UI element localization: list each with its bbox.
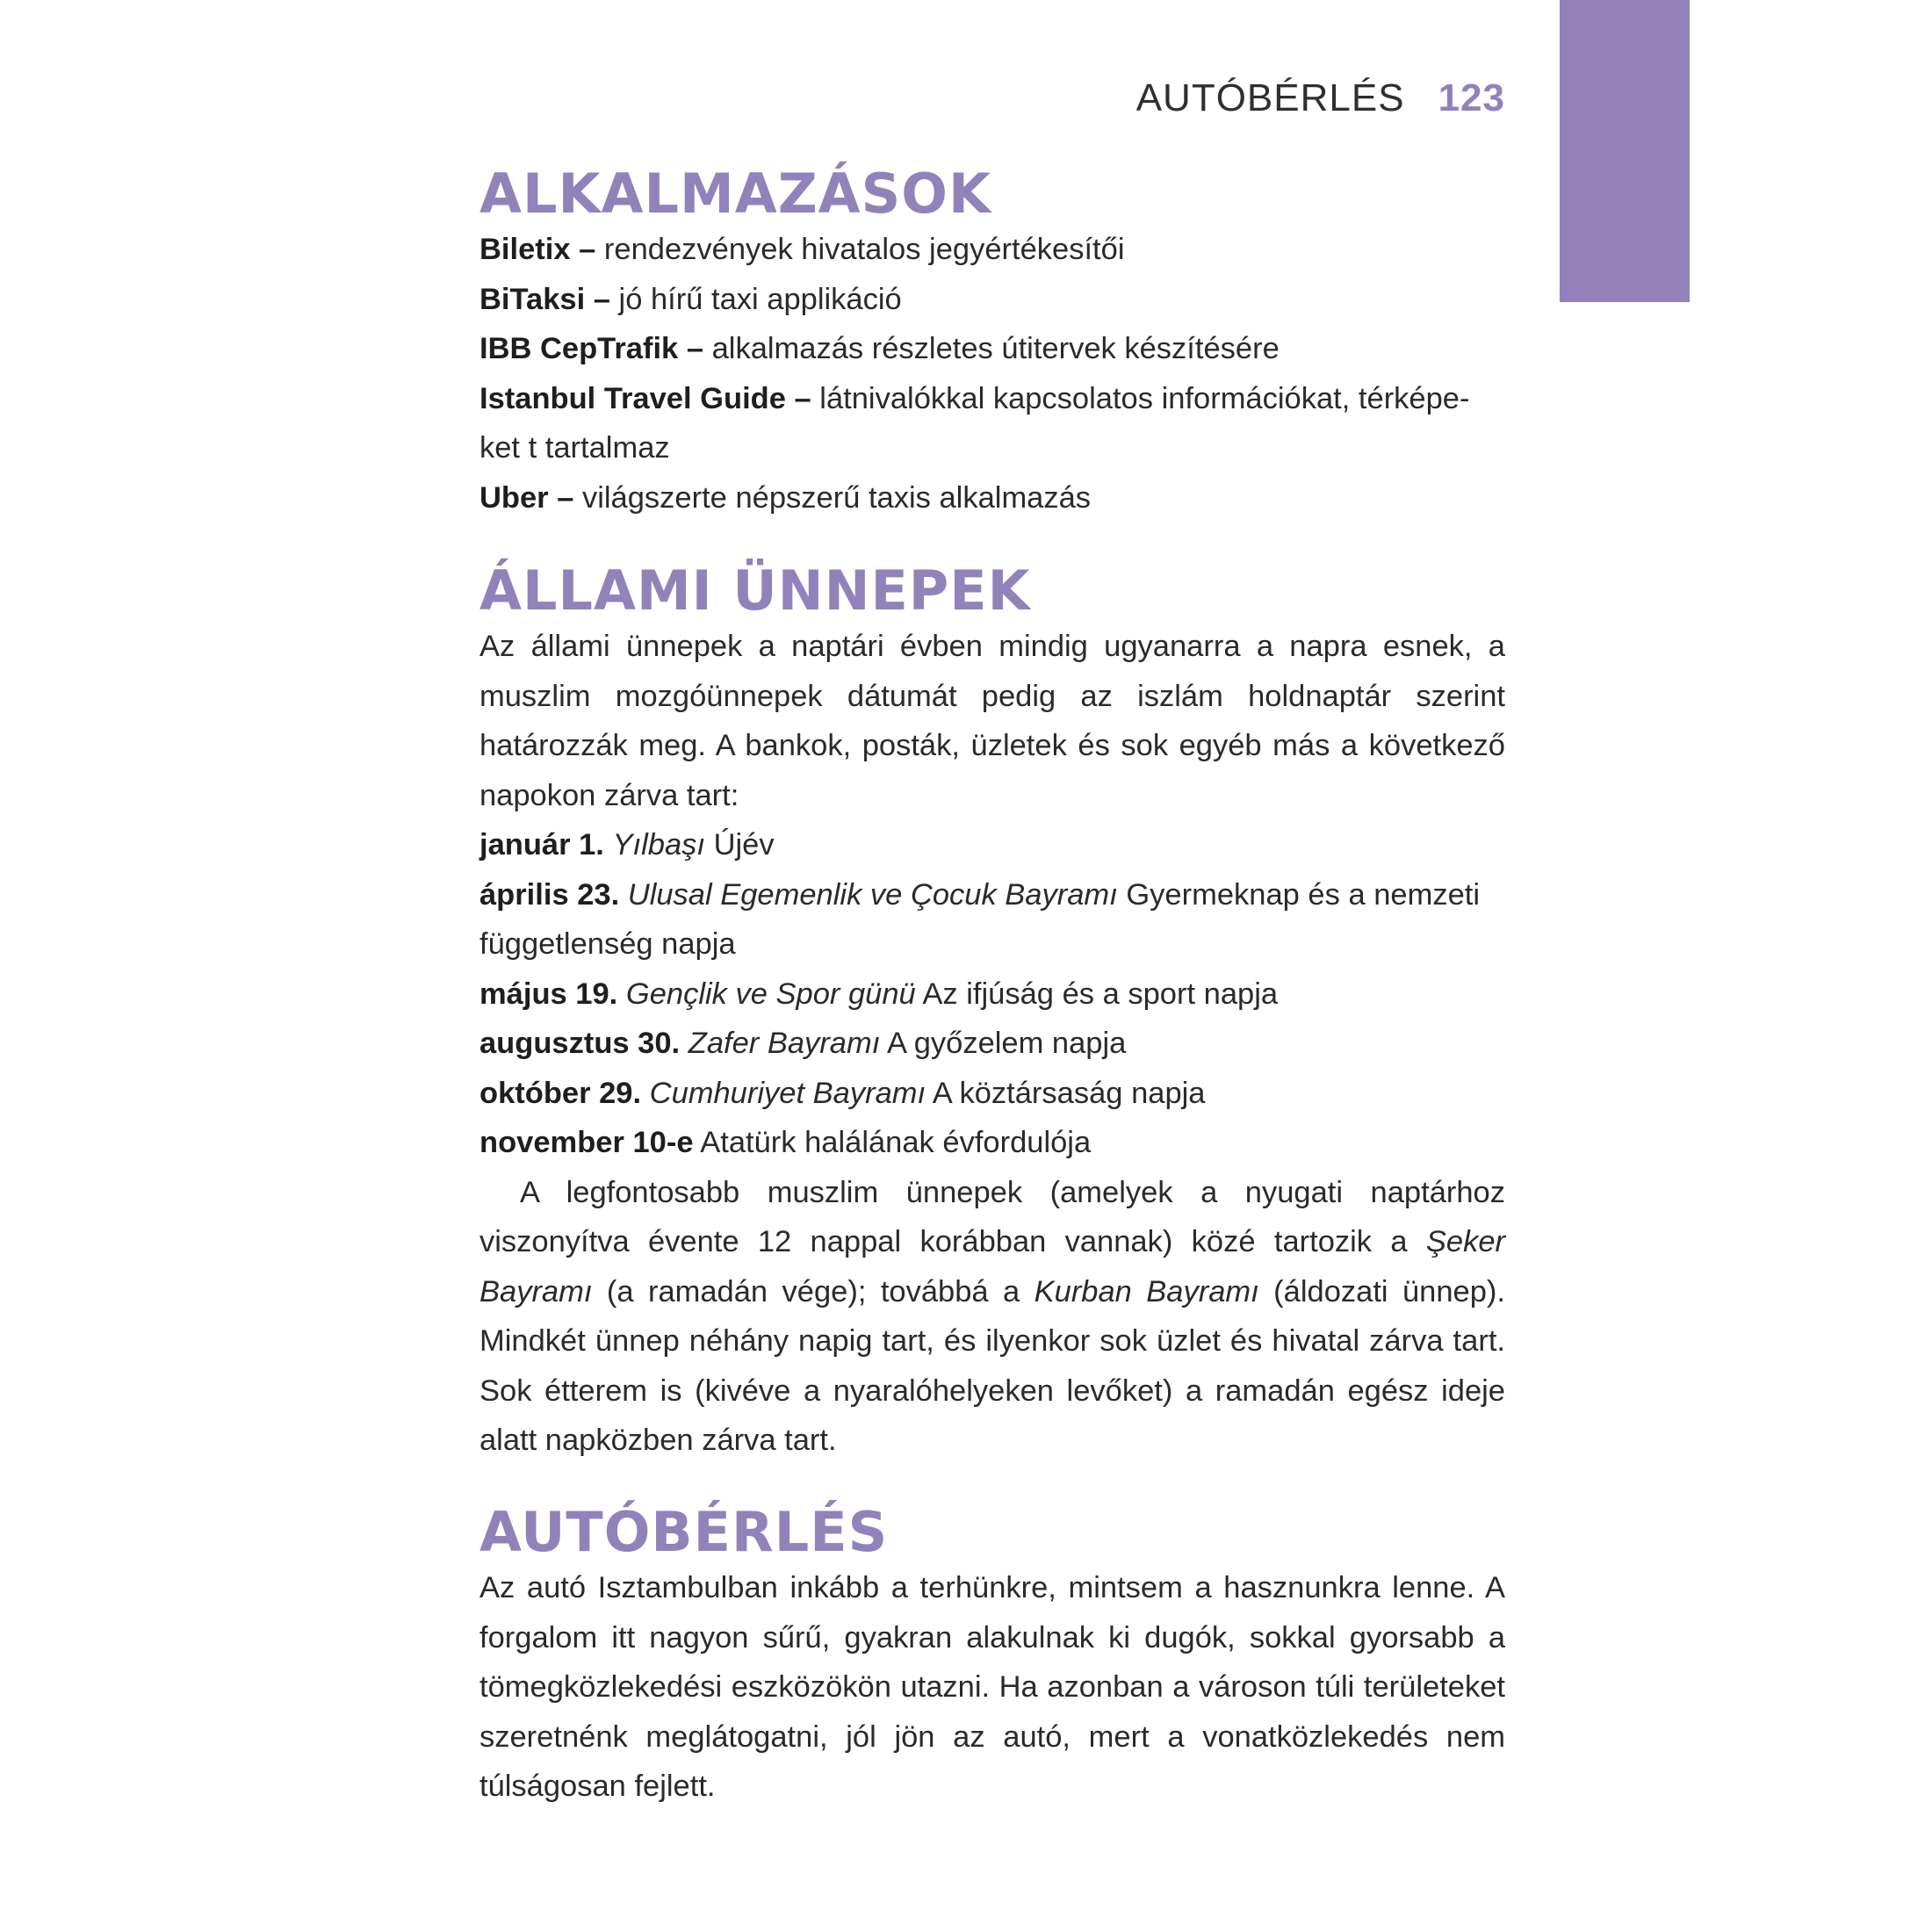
holiday-date: október 29. Cumhuriyet Bayramı A köztársaság napja [479, 1076, 1206, 1110]
holiday-date: április 23. Ulusal Egemenlik ve Çocuk Bayramı Gyermeknap és a nemzeti [479, 877, 1481, 912]
car-rental-section [479, 1502, 1505, 1812]
holidays-heading: ÁLLAMI ÜNNEPEK [479, 559, 1031, 623]
holidays-section [479, 560, 1505, 1466]
chapter-tab [1560, 0, 1690, 302]
holiday-date: november 10-e Atatürk halálának évfordulója [479, 1126, 1092, 1159]
car-rental-heading: AUTÓBÉRLÉS [479, 1500, 889, 1564]
holiday-date-continuation: függetlenség napja [479, 927, 736, 961]
app-item-continuation: ket t tartalmaz [479, 431, 670, 465]
car-rental-text: Az autó Isztambulban inkább a terhünkre, mintsem a hasznunkra lenne. A forgalom itt nagyon sűrű, gyakran alakulnak ki dugók, sokkal gyorsabb a tömegközlekedési eszközökön utazni. Ha azonban a városon túli területeket szeretnénk meglátogatni, jól jön az autó, mert a vonatközlekedés nem túlságosan fejlett. [479, 1571, 1505, 1803]
app-item: IBB CepTrafik – alkalmazás részletes útitervek készítésére [479, 332, 1280, 365]
app-item: Uber – világszerte népszerű taxis alkalmazás [479, 480, 1092, 515]
holiday-date: május 19. Gençlik ve Spor günü Az ifjúság és a sport napja [479, 977, 1279, 1011]
holidays-intro: Az állami ünnepek a naptári évben mindig ugyanarra a napra esnek, a muszlim mozgóünnepek dátumát pedig az iszlám holdnaptár szerint határozzák meg. A bankok, posták, üzletek és sok egyéb más a következő napokon zárva tart: [479, 630, 1505, 812]
muslim-holidays-paragraph: A legfontosabb muszlim ünnepek (amelyek a nyugati naptárhoz viszonyítva évente 12 nappal korábban vannak) közé tartozik a Şeker Bayramı (a ramadán vége); továbbá a Kurban Bayramı (áldozati ünnep). Mindkét ünnep néhány napig tart, és ilyenkor sok üzlet és hivatal zárva tart. Sok étterem is (kivéve a nyaralóhelyeken levőket) a ramadán egész ideje alatt napközben zárva tart. [479, 1175, 1505, 1457]
app-item: Biletix – rendezvények hivatalos jegyértékesítői [479, 233, 1125, 266]
running-head-section: AUTÓBÉRLÉS [1135, 76, 1405, 119]
app-item: BiTaksi – jó hírű taxi applikáció [479, 282, 902, 316]
holiday-date: január 1. Yılbaşı Újév [479, 828, 775, 861]
running-head [1136, 76, 1505, 121]
page-number: 123 [1438, 76, 1505, 119]
app-item: Istanbul Travel Guide – látnivalókkal kapcsolatos információkat, térképe- [479, 381, 1470, 415]
holiday-date: augusztus 30. Zafer Bayramı A győzelem napja [479, 1027, 1127, 1060]
apps-heading: ALKALMAZÁSOK [479, 162, 992, 226]
apps-section [479, 163, 1505, 523]
